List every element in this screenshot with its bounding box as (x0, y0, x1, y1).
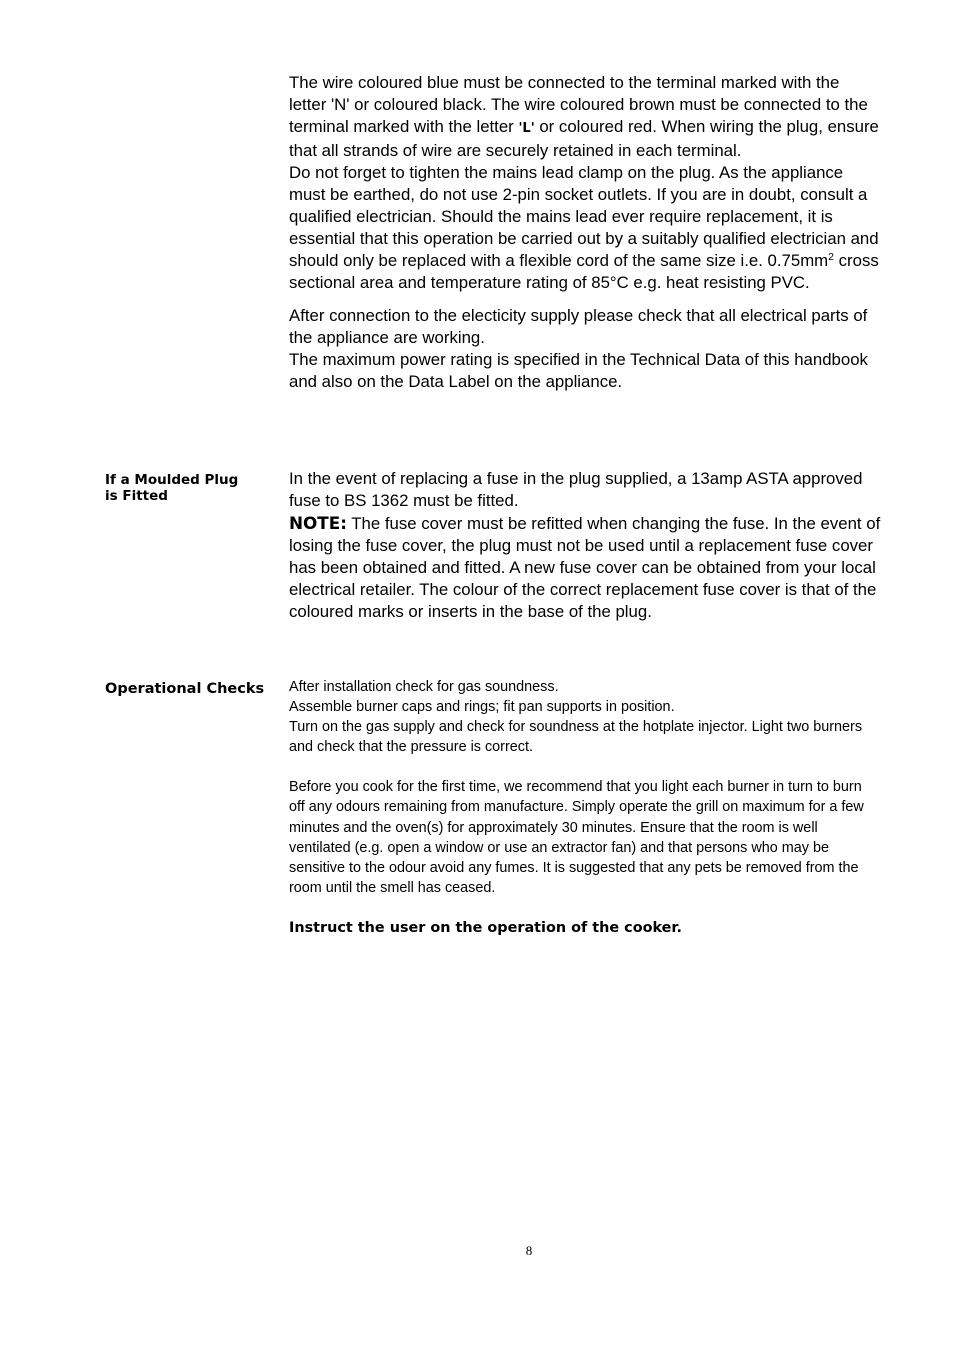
note-label: NOTE: (289, 513, 347, 533)
operational-checks-heading: Operational Checks (105, 681, 265, 697)
terminal-l-label: 'L' (518, 121, 535, 136)
first-use-paragraph: Before you cook for the first time, we recommend that you light each burner in turn to burn off any odours remaining from manufacture. Simply operate the grill on maximum for a few minutes and the oven(s) for approximately 30 minutes. Ensure that the room is well ventilated (e.g. open a window or use an extractor fan) and that persons who may be sensitive to the odour avoid any fumes. It is suggested that any pets be removed from the room until the smell has ceased. (289, 779, 864, 896)
moulded-plug-section (289, 468, 881, 623)
moulded-plug-heading: If a Moulded Plug is Fitted (105, 472, 239, 504)
wiring-paragraph-3: After connection to the electicity supply please check that all electrical parts of the appliance are working. (289, 306, 868, 347)
wiring-paragraph-1: The wire coloured blue must be connected to the terminal marked with the letter 'N' or coloured black. The wire coloured brown must be connected to the terminal marked with the letter 'L' or coloured red. When wiring the plug, ensure that all strands of wire are securely retained in each terminal. (289, 73, 879, 160)
page-number: 8 (525, 1243, 533, 1258)
moulded-plug-paragraph: In the event of replacing a fuse in the plug supplied, a 13amp ASTA approved fuse to BS 1362 must be fitted. (289, 469, 863, 510)
moulded-plug-note: NOTE: The fuse cover must be refitted when changing the fuse. In the event of losing the fuse cover, the plug must not be used until a replacement fuse cover has been obtained and fitted. A new fuse cover can be obtained from your local electrical retailer. The colour of the correct replacement fuse cover is that of the coloured marks or inserts in the base of the plug. (289, 513, 881, 621)
check-line-2: Assemble burner caps and rings; fit pan supports in position. (289, 699, 675, 716)
wiring-paragraph-2: Do not forget to tighten the mains lead clamp on the plug. As the appliance must be earthed, do not use 2-pin socket outlets. If you are in doubt, consult a qualified electrician. Should the mains lead ever require replacement, it is essential that this operation be carried out by a suitably qualified electrician and should only be replaced with a flexible cord of the same size i.e. $0.75mm^2$ cross sectional area and temperature rating of 85°C e.g. heat resisting PVC. (289, 163, 879, 292)
wiring-paragraph-4: The maximum power rating is specified in the Technical Data of this handbook and also on the Data Label on the appliance. (289, 350, 868, 391)
instruct-user-line: Instruct the user on the operation of the cooker. (289, 919, 682, 936)
check-line-3: Turn on the gas supply and check for soundness at the hotplate injector. Light two burners and check that the pressure is correct. (289, 719, 863, 756)
squared-superscript: 2 (828, 251, 834, 263)
wiring-section (289, 72, 881, 393)
check-line-1: After installation check for gas soundness. (289, 679, 559, 695)
operational-checks-section (289, 677, 881, 938)
